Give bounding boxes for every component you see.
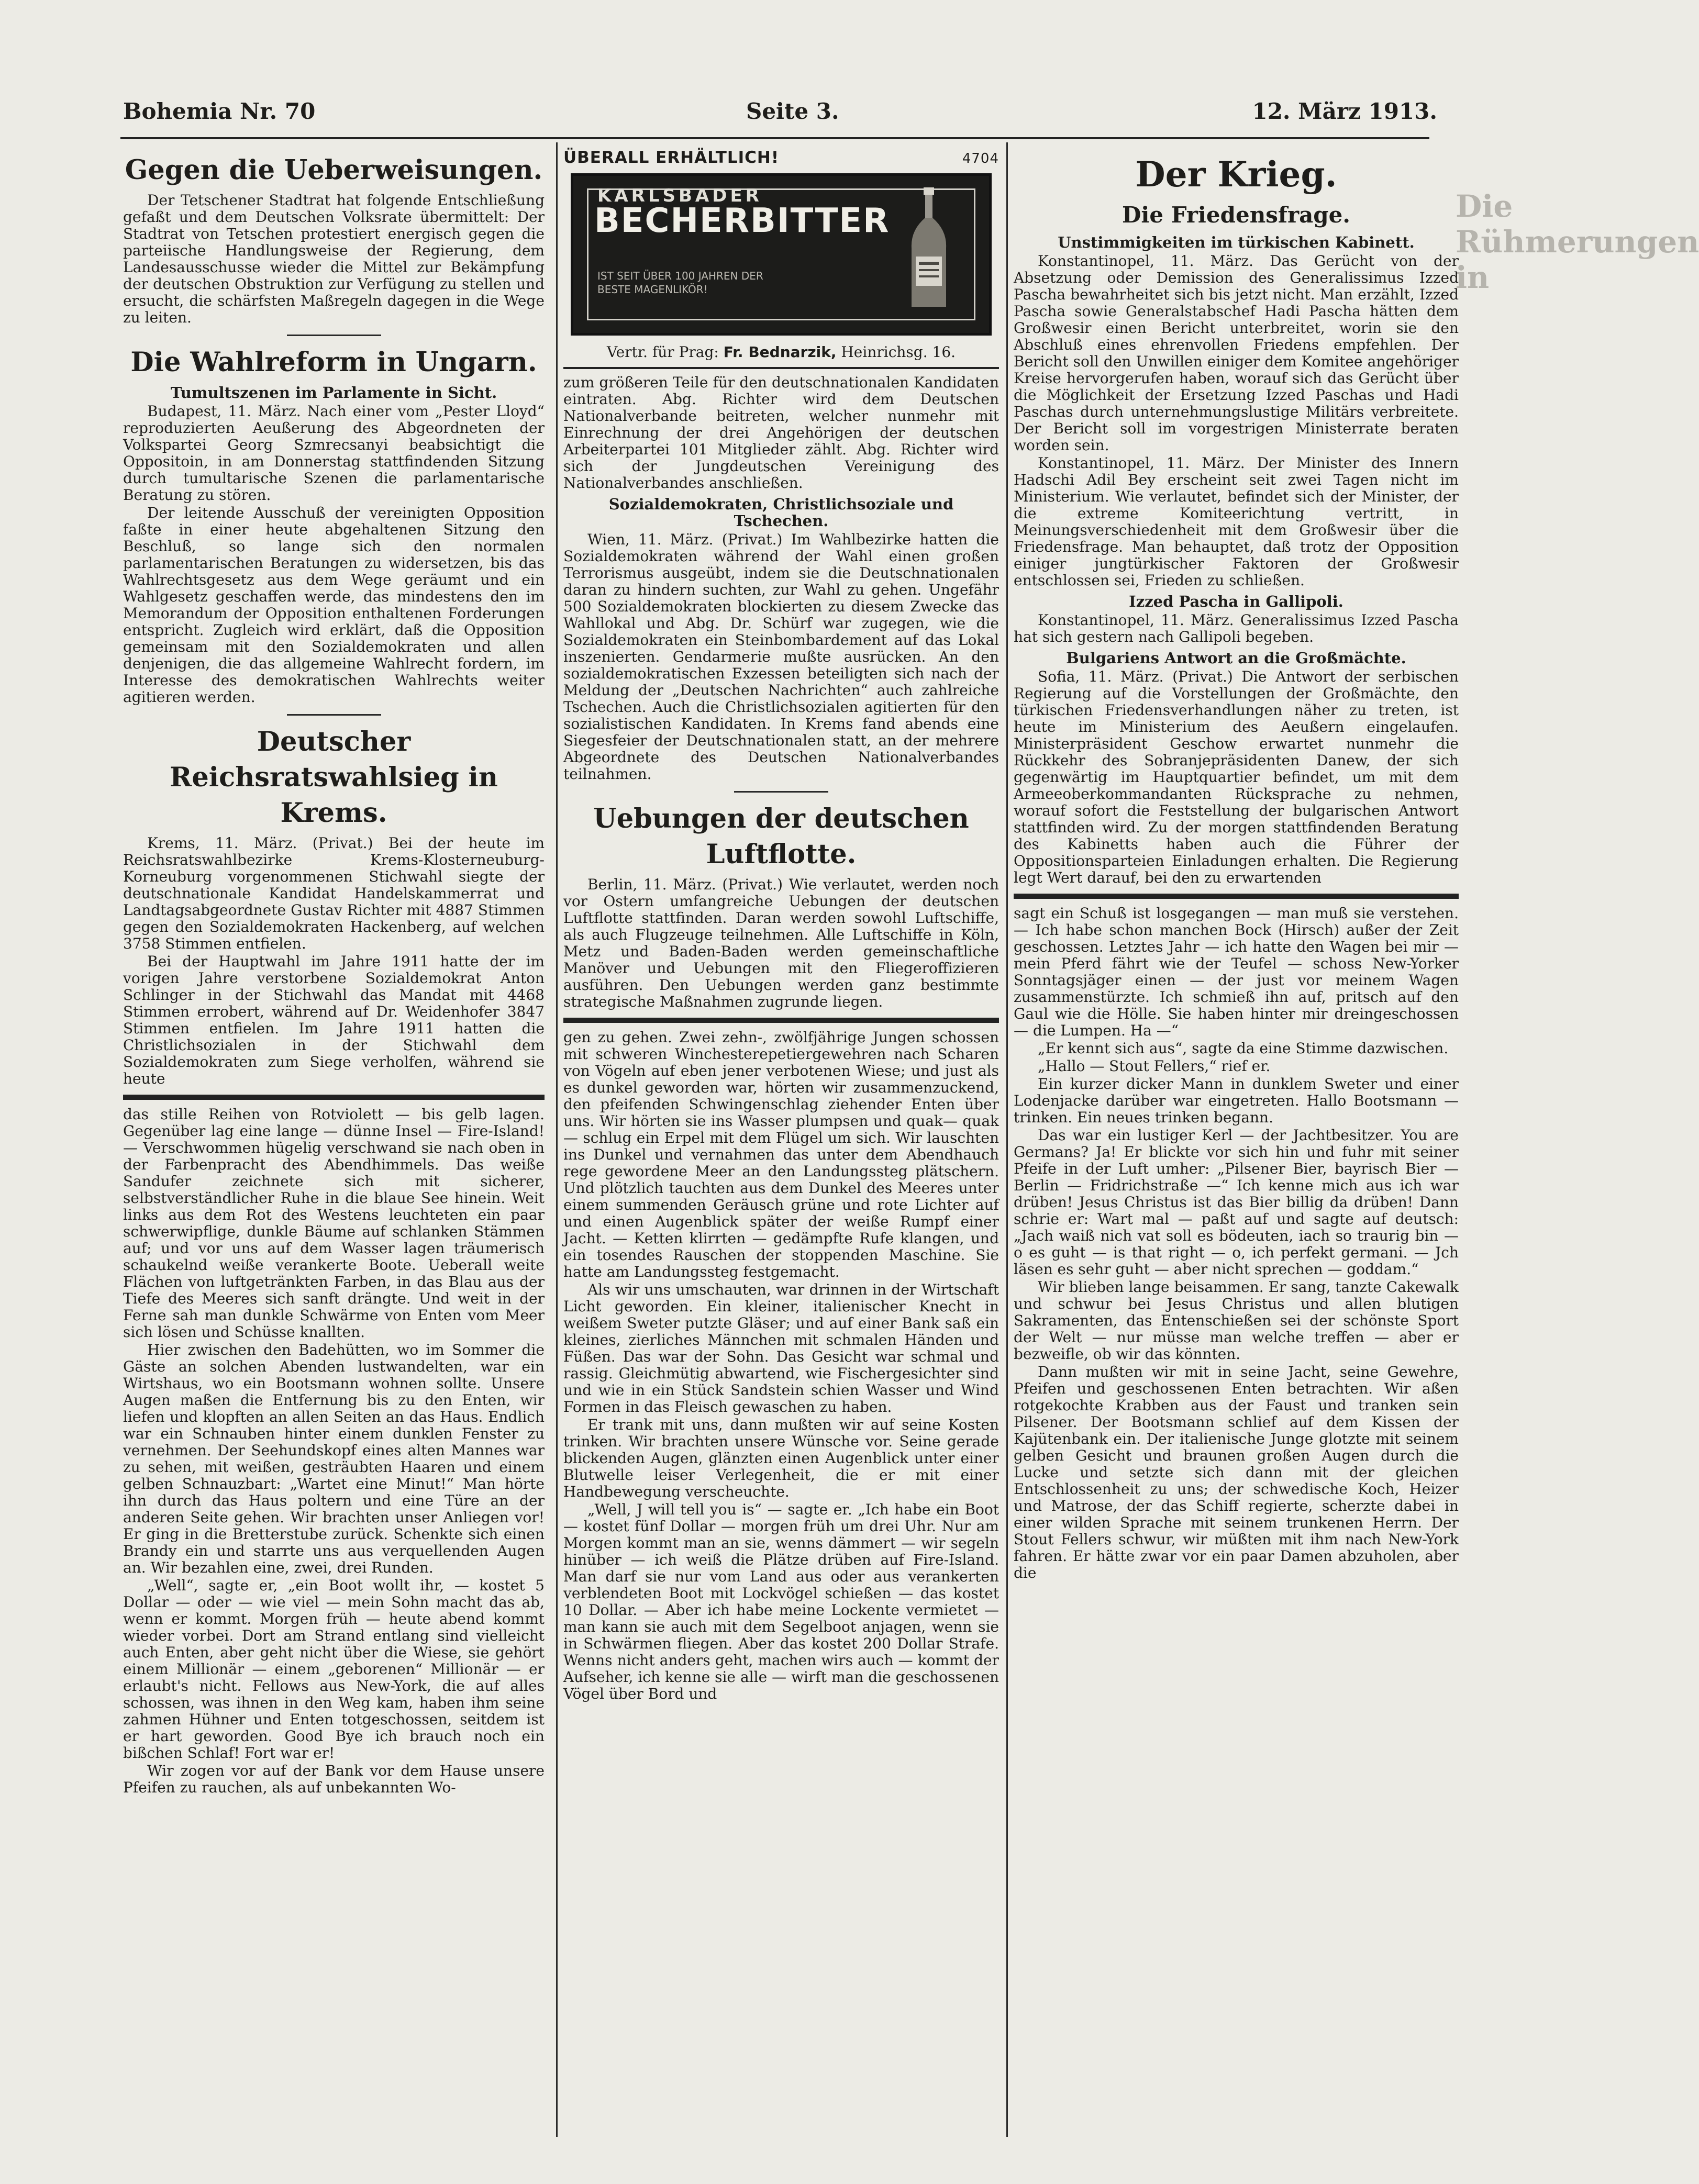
feuilleton-text: Dann mußten wir mit in seine Jacht, seine Gewehre, Pfeifen und geschossenen Enten betrachten. Wir aßen rotgekochte Krabben aus der Faust und tranken sein Pilsener. Der Bootsmann schlief auf dem Kissen der Kajütenbank ein. Der italienische Junge glotzte mit seinem gelben Gesicht und braunen großen Augen durch die Lucke und setzte sich dann mit der gleichen Entschlossenheit zu uns; der schwedische Koch, Heizer und Matrose, der das Schiff regierte, scherzte dabei in einer wilden Sprache mit seinem trunkenen Herrn. Der Stout Fellers schwur, wir müßten mit ihm nach New-York fahren. Er hätte zwar vor ein paar Damen abzuholen, aber die — [1014, 1363, 1459, 1581]
ad-distributor-address: Heinrichsg. 16. — [841, 343, 956, 361]
article-separator — [287, 335, 381, 336]
feuilleton-text: sagt ein Schuß ist losgegangen — man muß sie verstehen. — Ich habe schon manchen Bock (Hirsch) außer der Zeit geschossen. Letztes Jahr — ich hatte den Wagen bei mir — mein Pferd fährt wie der Teufel — schoss New-Yorker Sonntagsjäger einen — der just vor meinem Wagen zusammenstürzte. Ich schmieß ihn auf, pritsch auf den Gaul wie die Hölle. Sie haben hinter mir dreingeschossen — die Lumpen. Ha —“ — [1014, 905, 1459, 1039]
article-text: Konstantinopel, 11. März. Der Minister des Innern Hadschi Adil Bey erscheint seit zwei Tagen nicht im Ministerium. Wie verlautet, befindet sich der Minister, der die extreme Komiteerichtung vertritt, in Meinungsverschiedenheit mit dem Großwesir über die Friedensfrage. Man behauptet, daß trotz der Opposition einiger jungtürkischer Faktoren der Großwesir entschlossen sei, Frieden zu schließen. — [1014, 454, 1459, 589]
article-text: Wien, 11. März. (Privat.) Im Wahlbezirke hatten die Sozialdemokraten während der Wahl einen großen Terrorismus ausgeübt, indem sie die Deutschnationalen daran zu hindern suchten, zur Wahl zu gehen. Ungefähr 500 Sozialdemokraten blockierten zu diesem Zwecke das Wahllokal und Abg. Dr. Schürf war zugegen, wie die Sozialdemokraten ein Steinbombardement auf das Lokal inszenierten. Gendarmerie mußte ausrücken. An den sozialdemokratischen Exzessen beteiligten sich nach der Meldung der „Deutschen Nachrichten“ auch zahlreiche Tschechen. Auch die Christlichsozialen agitierten für den sozialistischen Kandidaten. In Krems fand abends eine Siegesfeier der Deutschnationalen statt, an der mehrere Abgeordnete des Deutschen Nationalverbandes teilnahmen. — [563, 531, 999, 783]
feuilleton-text: „Hallo — Stout Fellers,“ rief er. — [1038, 1057, 1271, 1075]
ad-headline — [563, 149, 999, 167]
ad-panel — [571, 173, 992, 336]
bottle-icon — [905, 185, 952, 311]
column-rule-1 — [556, 142, 558, 2137]
article-text: Bei der Hauptwahl im Jahre 1911 hatte der im vorigen Jahre verstorbene Sozialdemokrat Anton Schlinger in der Stichwahl das Mandat mit 4468 Stimmen errobert, während auf Dr. Weidenhofer 3847 Stimmen entfielen. Im Jahre 1911 hatten die Christlichsozialen in der Stichwahl dem Sozialdemokraten zum Siege verholfen, während sie heute — [123, 953, 545, 1087]
article-separator — [287, 714, 381, 716]
article-text: Sofia, 11. März. (Privat.) Die Antwort der serbischen Regierung auf die Vorstellungen der Großmächte, den türkischen Friedensverhandlungen näher zu treten, ist heute im Ministerium des Aeußern eingelaufen. Ministerpräsident Geschow erwartet nunmehr die Rückkehr des Sobranjepräsidenten Danew, der sich gegenwärtig im Hauptquartier befindet, um mit dem Armeeoberkommandanten Rücksprache zu nehmen, worauf sofort die Feststellung der bulgarischen Antwort stattfinden wird. Zu der morgen stattfindenden Beratung des Kabinetts haben auch die Führer der Oppositionsparteien Einladungen erhalten. Die Regierung legt Wert darauf, bei den zu erwartenden — [1014, 668, 1459, 886]
feuilleton-text: „Well, J will tell you is“ — sagte er. „Ich habe ein Boot — kostet fünf Dollar — morgen früh um drei Uhr. Nur am Morgen kommt man an sie, wenns dämmert — wir segeln hinüber — ich weiß die Plätze drüben auf Fire-Island. Man darf sie nur vom Land aus oder aus verankerten verblendeten Boot mit Lockvögel schießen — das kostet 10 Dollar. — Aber ich habe meine Lockente vermietet — man kann sie auch mit dem Segelboot anjagen, wenn sie in Schwärmen fliegen. Aber das kostet 200 Dollar Strafe. Wenns nicht anders geht, machen wirs auch — kommt der Aufseher, ich kenne sie alle — wirft man die geschossenen Vögel über Bord und — [563, 1501, 999, 1702]
article-text: Budapest, 11. März. Nach einer vom „Pester Lloyd“ reproduzierten Aeußerung des Abgeordneten der Volkspartei Georg Szmrecsanyi beabsichtigt die Oppositoin, in am Donnerstag stattfindenden Sitzung durch tumultarische Szenen die parlamentarische Beratung zu stören. — [123, 403, 545, 504]
ad-distributor — [563, 344, 999, 361]
feuilleton-text: Wir zogen vor auf der Bank vor dem Hause unsere Pfeifen zu rauchen, als auf unbekannten Wo- — [123, 1762, 545, 1796]
issue-date: 12. März 1913. — [1252, 98, 1437, 124]
advertisement-becherbitter — [563, 149, 999, 361]
article-subhead: Unstimmigkeiten im türkischen Kabinett. — [1058, 233, 1415, 251]
article-subhead: Sozialdemokraten, Christlichsoziale und Tschechen. — [608, 495, 954, 530]
section-subtitle: Die Friedensfrage. — [1122, 202, 1350, 228]
ad-tagline: ÜBERALL ERHÄLTLICH! — [563, 148, 780, 167]
article-text: Konstantinopel, 11. März. Das Gerücht von der Absetzung oder Demission des Generalissimus Izzed Pascha bewahrheitet sich bis jetzt nicht. Man erzählt, Izzed Pascha sowie Generalstabschef Hadi Pascha hätten dem Großwesir einen Bericht unterbreitet, worin sie den Abschluß eines ehrenvollen Friedens empfehlen. Der Bericht soll den Unwillen einiger dem Komitee angehöriger Kreise hervorgerufen haben, worauf sich das Gerücht über die Möglichkeit der Ersetzung Izzed Paschas und Hadi Paschas durch unternehmungslustige Militärs verbreitete. Der Bericht soll im vorgestrigen Ministerrate beraten worden sein. — [1014, 252, 1459, 454]
bleed-through-text: Die Rühmerungen in — [1456, 188, 1699, 295]
ad-brand-name: BECHERBITTER — [594, 202, 890, 240]
ad-brand-origin: KARLSBADER — [597, 185, 762, 206]
article-title-ueberweisungen: Gegen die Ueberweisungen. — [125, 154, 543, 186]
article-text: Konstantinopel, 11. März. Generalissimus Izzed Pascha hat sich gestern nach Gallipoli begeben. — [1014, 611, 1459, 645]
feuilleton-rule — [123, 1095, 545, 1100]
article-subhead: Tumultszenen im Parlamente in Sicht. — [170, 384, 497, 402]
page-header — [123, 98, 1437, 135]
feuilleton-rule — [1014, 894, 1459, 899]
ad-distributor-name: Fr. Bednarzik, — [723, 343, 837, 361]
feuilleton-text: Er trank mit uns, dann mußten wir auf seine Kosten trinken. Wir brachten unsere Wünsche vor. Seine gerade blickenden Augen, glänzten einen Augenblick unter einer Blutwelle leiser Verlegenheit, die er mit einer Handbewegung verscheuchte. — [563, 1416, 999, 1500]
article-separator — [734, 791, 828, 793]
feuilleton-text: Als wir uns umschauten, war drinnen in der Wirtschaft Licht geworden. Ein kleiner, italienischer Knecht in weißem Sweter putzte Gläser; und auf einer Bank saß ein kleines, zierliches Männchen mit schmalen Händen und Füßen. Das war der Sohn. Das Gesicht war schmal und rassig. Gleichmütig abwartend, wie Fischergesichter sind und wie in ein Stück Sandstein schien Wasser und Wind Formen in das Fleisch gewaschen zu haben. — [563, 1281, 999, 1416]
feuilleton-text: Wir blieben lange beisammen. Er sang, tanzte Cakewalk und schwur bei Jesus Christus und allen blutigen Sakramenten, das Entenschießen sei der schönste Sport der Welt — nur müsse man welche treffen — aber er bezweifle, ob wir das könnten. — [1014, 1278, 1459, 1363]
ad-slogan: IST SEIT ÜBER 100 JAHREN DER BESTE MAGENLIKÖR! — [597, 270, 763, 296]
article-subhead: Bulgariens Antwort an die Großmächte. — [1066, 649, 1406, 667]
article-text: Krems, 11. März. (Privat.) Bei der heute im Reichsratswahlbezirke Krems-Klosterneuburg-Korneuburg vorgenommenen Stichwahl siegte der deutschnationale Kandidat Handelskammerrat und Landtagsabgeordnete Gustav Richter mit 4887 Stimmen gegen den Sozialdemokraten Hackenberg, auf welchen 3758 Stimmen entfielen. — [123, 834, 545, 952]
article-subhead: Izzed Pascha in Gallipoli. — [1129, 593, 1343, 610]
ad-rule — [563, 367, 999, 369]
article-text: Der leitende Ausschuß der vereinigten Opposition faßte in einer heute abgehaltenen Sitzung den Beschluß, so lange sich den normalen parlamentarischen Beratungen zu widersetzen, bis das Wahlrechtsgesetz aus dem Wege geräumt und ein Wahlgesetz geschaffen werde, das mindestens den im Memorandum der Opposition enthaltenen Forderungen entspricht. Zugleich wird erklärt, daß die Opposition gemeinsam mit den Sozialdemokraten und allen denjenigen, die das allgemeine Wahlrecht fordern, im Interesse des demokratischen Wahlrechts weiter agitieren werden. — [123, 504, 545, 706]
article-text: Der Tetschener Stadtrat hat folgende Entschließung gefaßt und dem Deutschen Volksrate übermittelt: Der Stadtrat von Tetschen protestiert energisch gegen die parteiische Handlungsweise der Regierung, dem Landesausschusse wieder die Mittel zur Bekämpfung der deutschen Obstruktion zur Verfügung zu stellen und ersucht, die schärfsten Maßregeln dagegen in die Wege zu leiten. — [123, 192, 545, 326]
feuilleton-text: gen zu gehen. Zwei zehn-, zwölfjährige Jungen schossen mit schweren Winchesterepetiergewehren nach Scharen von Vögeln auf eben jener verbotenen Wiese; und just als es dunkel geworden war, hörten wir zusammenzuckend, den pfeifenden Schwingenschlag ziehender Enten über uns. Wir hörten sie ins Wasser plumpsen und quak— quak— schlug ein Erpel mit dem Flügel um sich. Wir lauschten ins Dunkel und vernahmen das unter dem Abendhauch rege gewordene Meer an den Landungssteg plätschern. Und plötzlich tauchten aus dem Dunkel des Meeres unter einem summenden Geräusch grüne und rote Lichter auf und einen Augenblick später der weiße Rumpf einer Jacht. — Ketten klirrten — gedämpfte Rufe klangen, und ein tosendes Rauschen der stoppenden Maschine. Sie hatte am Landungssteg festgemacht. — [563, 1029, 999, 1280]
feuilleton-text: das stille Reihen von Rotviolett — bis gelb lagen. Gegenüber lag eine lange — dünne Insel — Fire-Island! — Verschwommen hügelig verschwand sie nach oben in der Farbenpracht des Abendhimmels. Das weiße Sandufer zeichnete sich mit sicherer, selbstverständlicher Ruhe in die blaue See hinein. Weit links aus dem Rot des Westens leuchteten ein paar schwerwipflige, dunkle Bäume auf schlanken Stämmen auf; und vor uns auf dem Wasser lagen träumerisch schaukelnd weiße verankerte Boote. Ueberall weite Flächen von luftgetränkten Farben, in das Blau aus der Tiefe des Meeres sich sanft drängte. Und weit in der Ferne sah man dunkle Schwärme von Enten vom Meer sich lösen und Schüsse knallten. — [123, 1106, 545, 1341]
feuilleton-text: „Well“, sagte er, „ein Boot wollt ihr, — kostet 5 Dollar — oder — wie viel — mein Sohn macht das ab, wenn er kommt. Morgen früh — heute abend kommt wieder vorbei. Dort am Strand entlang sind vielleicht auch Enten, aber geht nicht über die Wiese, sie gehört einem Millionär — einem „geborenen“ Millionär — er erlaubt's nicht. Fellows aus New-York, die auf alles schossen, was ihnen in den Weg kam, haben ihm seine zahmen Hühner und Enten totgeschossen, seitdem ist er hart geworden. Good Bye ich brauch noch ein bißchen Schlaf! Fort war er! — [123, 1577, 545, 1762]
section-title-krieg: Der Krieg. — [1135, 154, 1337, 195]
issue-label: Bohemia Nr. 70 — [123, 98, 316, 124]
article-title-luftflotte: Uebungen der deutschen Luftflotte. — [593, 803, 969, 870]
feuilleton-text: Ein kurzer dicker Mann in dunklem Sweter und einer Lodenjacke darüber war eingetreten. Hallo Bootsmann — trinken. Ein neues trinken begann. — [1014, 1075, 1459, 1126]
header-rule — [120, 137, 1429, 139]
column-right — [1014, 149, 1459, 2128]
feuilleton-rule — [563, 1018, 999, 1023]
column-left — [123, 149, 545, 2128]
ad-distributor-label: Vertr. für Prag: — [606, 343, 719, 361]
article-title-krems: Deutscher Reichsratswahlsieg in Krems. — [169, 726, 498, 829]
article-text: Berlin, 11. März. (Privat.) Wie verlautet, werden noch vor Ostern umfangreiche Uebungen der deutschen Luftflotte stattfinden. Daran werden sowohl Luftschiffe, als auch Flugzeuge teilnehmen. Alle Luftschiffe in Köln, Metz und Baden-Baden werden gemeinschaftliche Manöver und Uebungen mit den Fliegeroffizieren ausführen. Den Uebungen werden ganz bestimmte strategische Maßnahmen zugrunde liegen. — [563, 876, 999, 1010]
article-title-wahlreform: Die Wahlreform in Ungarn. — [130, 347, 537, 378]
feuilleton-text: Hier zwischen den Badehütten, wo im Sommer die Gäste an solchen Abenden lustwandelten, war ein Wirtshaus, wo ein Bootsmann wohnen sollte. Unsere Augen maßen die Entfernung bis zu den Enten, wir liefen und klopften an allen Seiten an das Haus. Endlich war ein Schnauben hinter einem dunklen Fenster zu vernehmen. Der Seehundskopf eines alten Mannes war zu sehen, mit weißen, gesträubten Haaren und einem gelben Schnauzbart: „Wartet eine Minut!“ Man hörte ihn durch das Haus poltern und eine Türe an der anderen Seite gehen. Wir brachten unser Anliegen vor! Er ging in die Bretterstube zurück. Schenkte sich einen Brandy ein und starrte uns aus verquellenden Augen an. Wir bezahlen eine, zwei, drei Runden. — [123, 1341, 545, 1576]
ad-number: 4704 — [962, 151, 999, 166]
feuilleton-text: „Er kennt sich aus“, sagte da eine Stimme dazwischen. — [1038, 1040, 1449, 1057]
page-number: Seite 3. — [746, 98, 839, 124]
article-text: zum größeren Teile für den deutschnationalen Kandidaten eintraten. Abg. Richter wird dem Deutschen Nationalverbande beitreten, welcher nunmehr mit Einrechnung der drei Angehörigen der deutschen Arbeiterpartei 101 Mitglieder zählt. Abg. Richter wird sich der Jungdeutschen Vereinigung des Nationalverbandes anschließen. — [563, 374, 999, 492]
column-middle — [563, 149, 999, 2128]
feuilleton-text: Das war ein lustiger Kerl — der Jachtbesitzer. You are Germans? Ja! Er blickte vor sich hin und fuhr mit seiner Pfeife in der Luft umher: „Pilsener Bier, bayrisch Bier — Berlin — Fridrichstraße —“ Ich kenne mich aus ich war drüben! Jesus Christus ist das Bier billig da drüben! Dann schrie er: Wart mal — paßt auf und sagte auf deutsch: „Jach waiß nich vat soll es bödeuten, iach so traurig bin — o es guht — is that right — o, ich perfekt germani. — Jch läsen es sehr guht — aber nicht sprechen — goddam.“ — [1014, 1127, 1459, 1278]
column-rule-2 — [1006, 142, 1008, 2137]
